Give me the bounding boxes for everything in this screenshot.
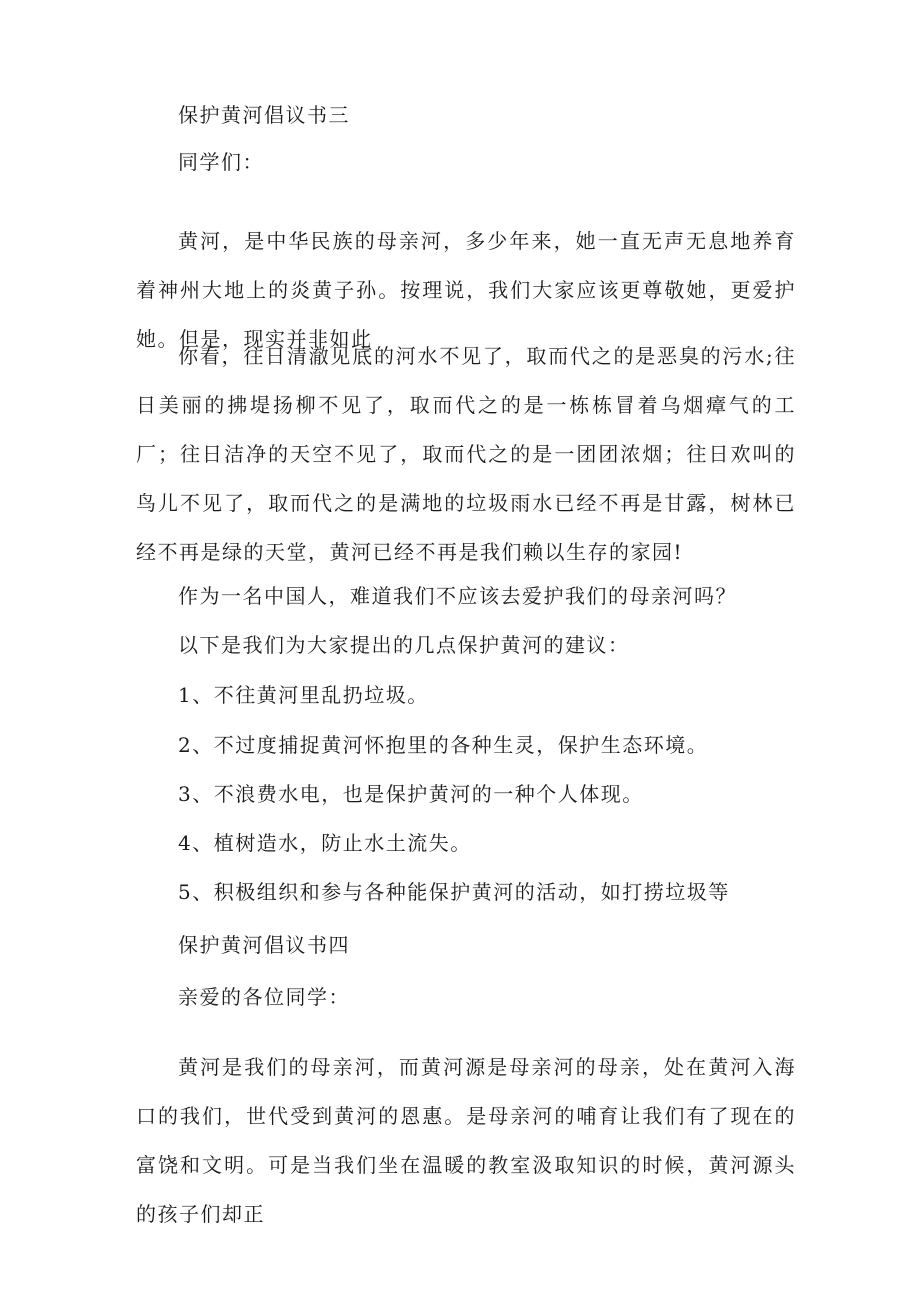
list-item: 2、不过度捕捉黄河怀抱里的各种生灵，保护生态环境。 (178, 733, 709, 757)
section-3-paragraph-3: 作为一名中国人，难道我们不应该去爱护我们的母亲河吗？ (178, 584, 737, 608)
list-item: 5、积极组织和参与各种能保护黄河的活动，如打捞垃圾等 (178, 880, 730, 904)
list-item: 3、不浪费水电，也是保护黄河的一种个人体现。 (178, 782, 644, 806)
section-3-title: 保护黄河倡议书三 (178, 103, 350, 127)
section-3-paragraph-2: 你看，往日清澈见底的河水不见了，取而代之的是恶臭的污水;往日美丽的拂堤扬柳不见了，取而代之的是一栋栋冒着乌烟瘴气的工厂；往日洁净的天空不见了，取而代之的是一团团浓烟；往日欢叫的鸟儿不见了，取而代之的是满地的垃圾雨水已经不再是甘露，树林已经不再是绿的天堂，黄河已经不再是我们赖以生存的家园! (136, 344, 796, 564)
section-4-salutation: 亲爱的各位同学： (178, 985, 350, 1009)
list-item: 1、不往黄河里乱扔垃圾。 (178, 683, 429, 707)
section-4-title: 保护黄河倡议书四 (178, 933, 350, 957)
list-item: 4、植树造水，防止水土流失。 (178, 831, 472, 855)
section-3-paragraph-1: 黄河，是中华民族的母亲河，多少年来，她一直无声无息地养育着神州大地上的炎黄子孙。按理说，我们大家应该更尊敬她，更爱护她。但是，现实并非如此 (136, 229, 796, 351)
section-4-paragraph-1: 黄河是我们的母亲河，而黄河源是母亲河的母亲，处在黄河入海口的我们，世代受到黄河的恩惠。是母亲河的哺育让我们有了现在的富饶和文明。可是当我们坐在温暖的教室汲取知识的时候，黄河源头的孩子们却正 (136, 1055, 796, 1226)
section-3-paragraph-4: 以下是我们为大家提出的几点保护黄河的建议： (178, 633, 630, 657)
section-3-salutation: 同学们： (178, 150, 264, 174)
